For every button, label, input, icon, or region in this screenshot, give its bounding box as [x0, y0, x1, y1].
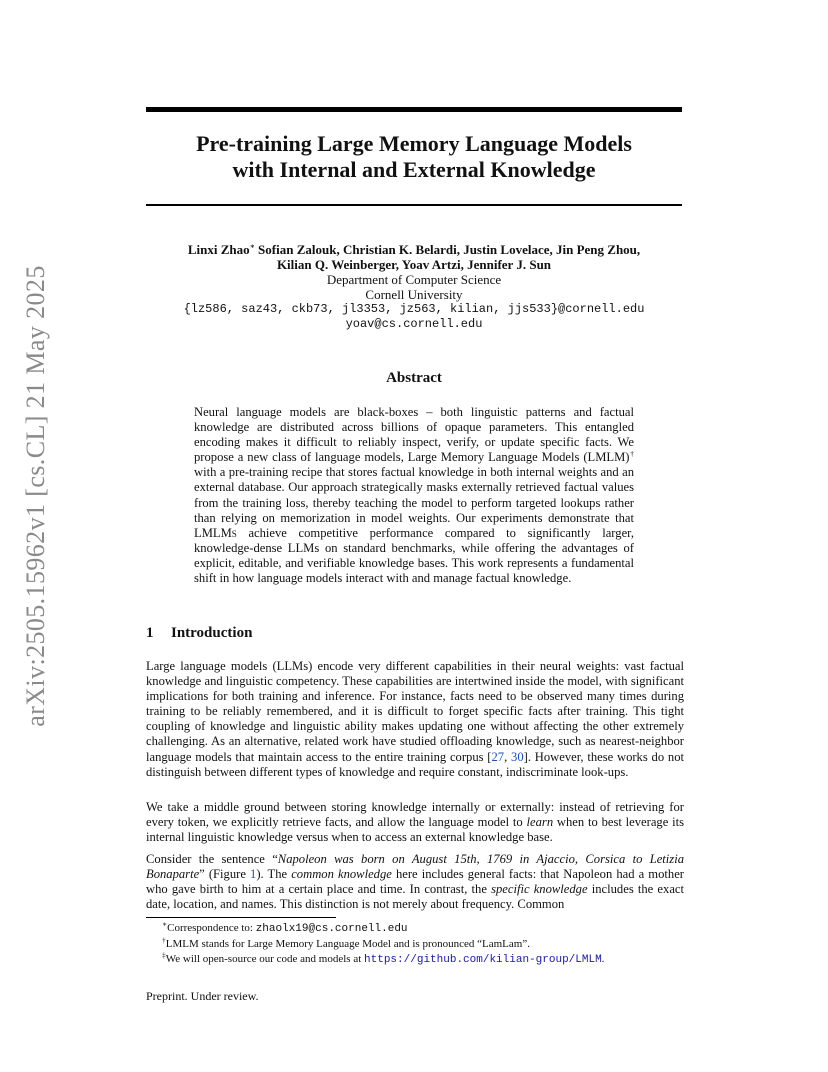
footnote-1-text: Correspondence to: — [167, 922, 256, 934]
citation-link-27[interactable]: 27 — [491, 749, 505, 764]
abstract-text-part-c: achieve competitive performance compared to significantly larger, knowledge-dense LLMs on standard benchmarks, while offering the advantages of explicit, editable, and verifiable knowledge bases. This work represents a fundamental shift in how language models interact with and manage factual knowledge. — [194, 525, 634, 586]
citation-link-30[interactable]: 30 — [511, 749, 524, 764]
intro-paragraph-2 — [146, 800, 684, 845]
footnote-2-lmlm-term: LMLM — [165, 938, 199, 950]
author-names-line-1 — [146, 242, 682, 257]
author-block — [146, 242, 682, 332]
arxiv-identifier-sidebar — [6, 265, 66, 727]
section-number: 1 — [146, 625, 154, 641]
paragraph-2-text-a: We take a middle ground between storing knowledge internally or externally: instead of retrieving for every token, we explicitly retrieve facts, and allow the language model to — [146, 800, 684, 830]
footnote-2-text: stands for Large Memory Language Model and is pronounced “LamLam”. — [198, 938, 530, 950]
first-author: Linxi Zhao — [187, 242, 250, 257]
common-knowledge-term: common knowledge — [291, 867, 392, 882]
paragraph-3-text-d: here includes general facts: that Napoleon had a mother who gave birth to him at a certain place and time. In contrast, the — [146, 867, 684, 897]
section-title: Introduction — [171, 625, 253, 641]
paragraph-3-text-c: ). The — [256, 867, 292, 882]
footnote-3-end: . — [601, 953, 605, 965]
napoleon-example-sentence: Napoleon was born on August 15th, 1769 in Ajaccio, Corsica to Letizia Bonaparte — [146, 852, 684, 882]
section-heading-introduction — [146, 625, 252, 642]
paper-title — [146, 131, 682, 183]
citation-separator: , — [504, 749, 512, 764]
footnote-2-mark: † — [162, 935, 166, 945]
preprint-notice: Preprint. Under review. — [146, 989, 259, 1003]
abstract-heading: Abstract — [386, 370, 442, 386]
specific-knowledge-term: specific knowledge — [491, 882, 588, 897]
footnote-2 — [162, 937, 682, 952]
author-names-line-2: Kilian Q. Weinberger, Yoav Artzi, Jennifer J. Sun — [276, 257, 552, 272]
footnote-1-mark: ∗ — [162, 919, 168, 929]
intro-paragraph-3 — [146, 852, 684, 912]
paragraph-3-text-e: includes the exact date, location, and names. This distinction is not merely about frequency. Common — [146, 882, 684, 912]
paragraph-1-text-b: ]. However, these works do not distinguish between different types of knowledge and require constant, indiscriminate look-ups. — [146, 749, 684, 779]
github-repo-link[interactable]: https://github.com/kilian-group/LMLM — [364, 954, 602, 966]
title-top-rule — [146, 107, 682, 112]
title-line-1: Pre-training Large Memory Language Models — [196, 131, 632, 156]
abstract-text-part-a: Neural language models are black-boxes – both linguistic patterns and factual knowledge are distributed across billions of opaque parameters. This entangled encoding makes it difficult to reliably inspect, verify, or update specific facts. We propose a new class of language models, Large Memory Language Models (LMLM) — [194, 405, 634, 465]
correspondence-email: zhaolx19@cs.cornell.edu — [255, 923, 408, 935]
figure-1-link[interactable]: 1 — [250, 867, 257, 882]
intro-paragraph-1 — [146, 659, 684, 780]
author-emails-line-1: {lz586, saz43, ckb73, jl3353, jz563, kilian, jjs533}@cornell.edu — [183, 302, 645, 316]
footnote-3 — [162, 952, 682, 968]
paragraph-2-emphasis: learn — [526, 815, 554, 830]
paragraph-2-text-b: when to best leverage its internal linguistic knowledge versus when to access an external knowledge base. — [146, 815, 684, 845]
paragraph-3-text-b: ” (Figure — [199, 867, 251, 882]
abstract-text — [194, 405, 634, 586]
author-emails-line-2: yoav@cs.cornell.edu — [345, 317, 483, 331]
paragraph-1-text-a: Large language models (LLMs) encode very different capabilities in their neural weights: vast factual knowledge and linguistic competency. These capabilities are intertwined inside the model, with significant implications for both training and inference. For instance, facts need to be observed many times during training to be reliably remembered, and it is difficult to forget specific facts after training. This tight coupling of knowledge and linguistic ability makes updating one without affecting the other extremely challenging. As an alternative, related work have studied offloading knowledge, such as nearest-neighbor language models that maintain access to the entire training corpus [ — [146, 659, 684, 764]
footnote-3-mark: ‡ — [162, 950, 166, 960]
title-line-2: with Internal and External Knowledge — [232, 157, 596, 182]
university: Cornell University — [365, 287, 463, 302]
department: Department of Computer Science — [326, 272, 502, 287]
footnotes — [162, 921, 682, 968]
arxiv-identifier-text: arXiv:2505.15962v1 [cs.CL] 21 May 2025 — [21, 265, 50, 727]
lmlms-term: LMLMs — [194, 525, 237, 540]
paragraph-3-text-a: Consider the sentence “ — [146, 852, 278, 866]
footnote-1 — [162, 921, 682, 937]
correspondence-mark: ∗ — [249, 241, 255, 251]
footnote-rule — [146, 917, 336, 918]
abstract-text-part-b: with a pre-training recipe that stores factual knowledge in both internal weights and an external database. Our approach strategically masks externally retrieved factual values from the training loss, thereby teaching the model to perform targeted lookups rather than relying on memorization in model weights. Our experiments demonstrate that — [194, 465, 634, 525]
title-bottom-rule — [146, 204, 682, 206]
other-authors-line-1: Sofian Zalouk, Christian K. Belardi, Justin Lovelace, Jin Peng Zhou, — [258, 242, 641, 257]
lmlm-footnote-mark: † — [629, 449, 635, 459]
footnote-3-text: We will open-source our code and models at — [165, 953, 365, 965]
